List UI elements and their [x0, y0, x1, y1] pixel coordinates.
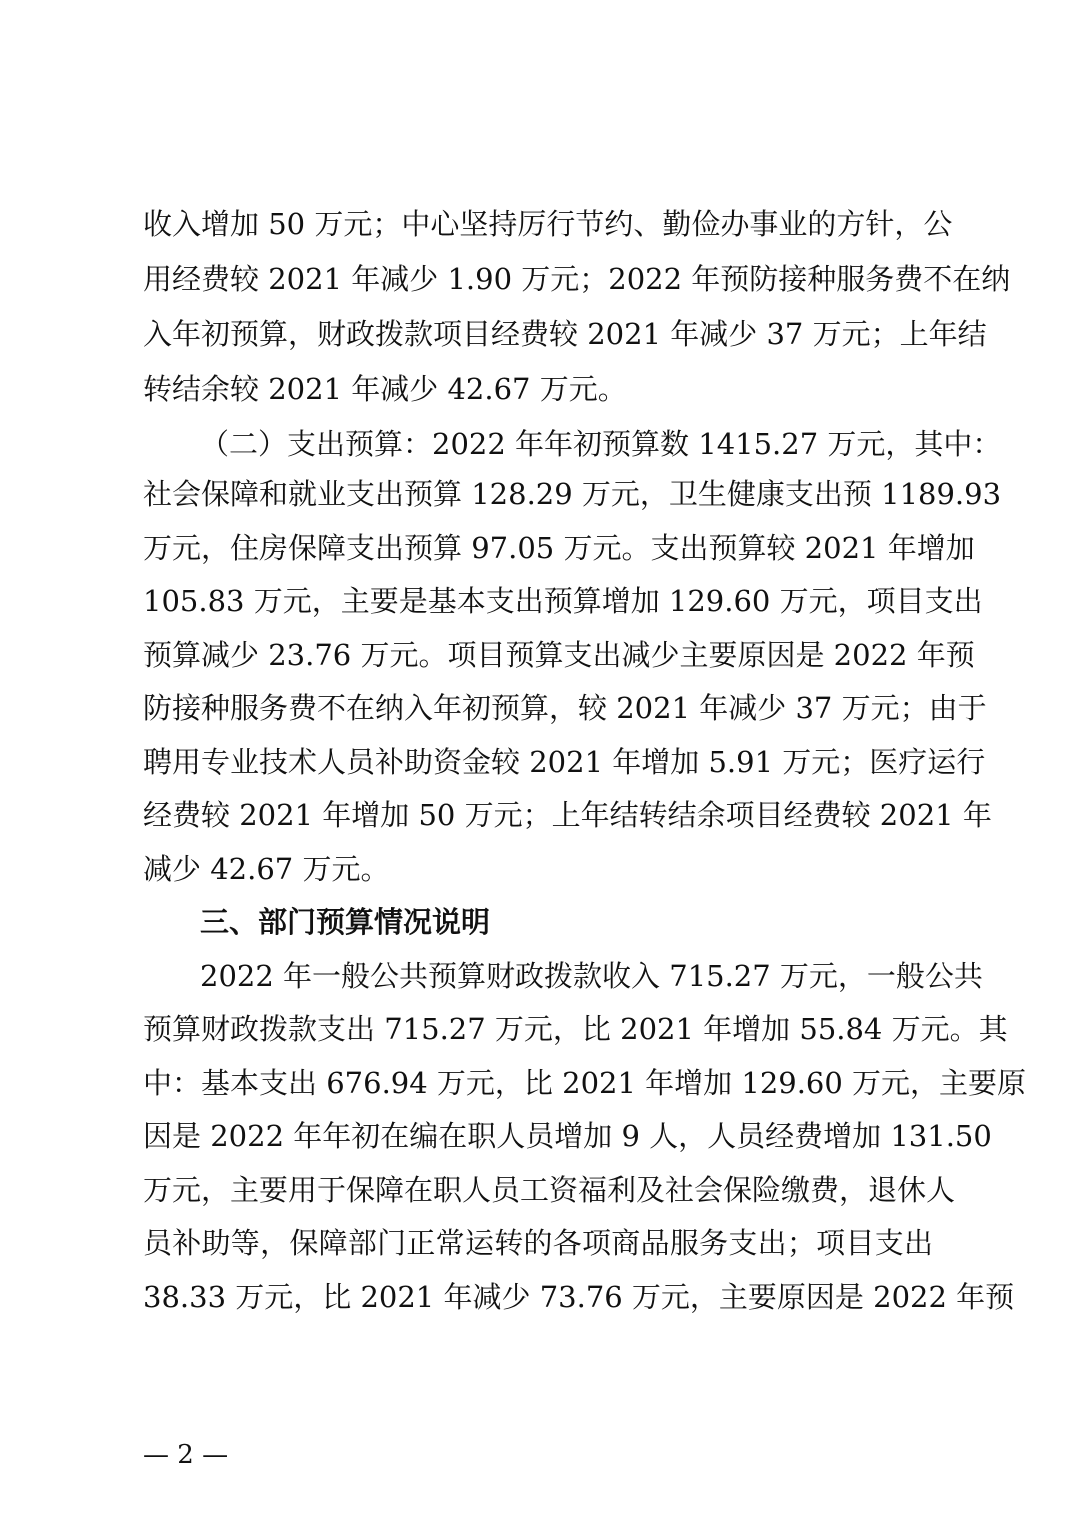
text-line: 因是 2022 年年初在编在职人员增加 9 人，人员经费增加 131.50 [143, 1119, 992, 1153]
text-line: 入年初预算，财政拨款项目经费较 2021 年减少 37 万元；上年结 [143, 317, 987, 351]
section-heading: 三、部门预算情况说明 [200, 905, 491, 939]
text-line: 转结余较 2021 年减少 42.67 万元。 [143, 372, 627, 406]
text-line: 万元，住房保障支出预算 97.05 万元。支出预算较 2021 年增加 [143, 531, 975, 565]
text-line: 社会保障和就业支出预算 128.29 万元，卫生健康支出预 1189.93 [143, 477, 1002, 511]
text-line: 万元，主要用于保障在职人员工资福利及社会保险缴费，退休人 [143, 1173, 956, 1207]
text-line: 38.33 万元，比 2021 年减少 73.76 万元，主要原因是 2022 年预 [143, 1280, 1015, 1314]
text-line: 用经费较 2021 年减少 1.90 万元；2022 年预防接种服务费不在纳 [143, 262, 1011, 296]
text-line: 收入增加 50 万元；中心坚持厉行节约、勤俭办事业的方针，公 [143, 207, 953, 241]
text-line: 105.83 万元，主要是基本支出预算增加 129.60 万元，项目支出 [143, 584, 983, 618]
text-line: 2022 年一般公共预算财政拨款收入 715.27 万元，一般公共 [200, 959, 983, 993]
text-line: 防接种服务费不在纳入年初预算，较 2021 年减少 37 万元；由于 [143, 691, 987, 725]
text-line: 员补助等，保障部门正常运转的各项商品服务支出；项目支出 [143, 1226, 933, 1260]
text-line: 经费较 2021 年增加 50 万元；上年结转结余项目经费较 2021 年 [143, 798, 992, 832]
page-number: — 2 — [143, 1440, 229, 1470]
text-line: 聘用专业技术人员补助资金较 2021 年增加 5.91 万元；医疗运行 [143, 745, 986, 779]
text-line: 中：基本支出 676.94 万元，比 2021 年增加 129.60 万元，主要原 [143, 1066, 1027, 1100]
text-line: （二）支出预算：2022 年年初预算数 1415.27 万元，其中： [200, 427, 1002, 461]
text-line: 预算减少 23.76 万元。项目预算支出减少主要原因是 2022 年预 [143, 638, 975, 672]
text-line: 预算财政拨款支出 715.27 万元，比 2021 年增加 55.84 万元。其 [143, 1012, 1008, 1046]
text-line: 减少 42.67 万元。 [143, 852, 390, 886]
